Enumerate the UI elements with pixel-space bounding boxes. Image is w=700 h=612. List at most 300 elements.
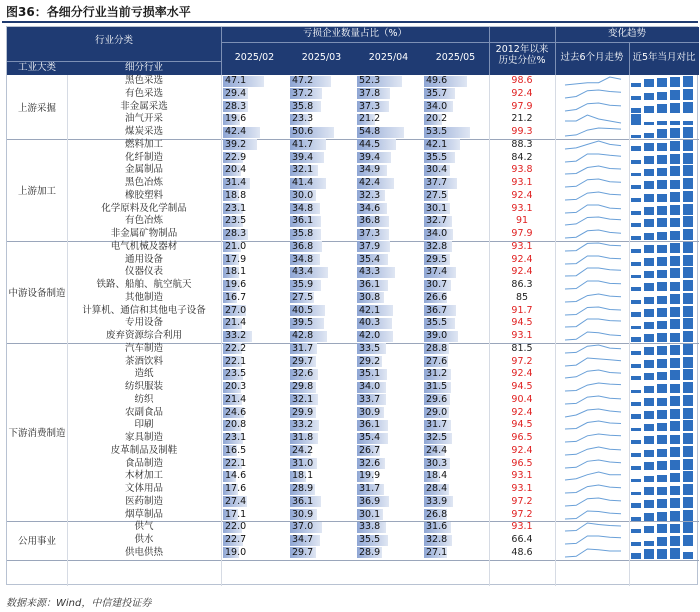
table-body [7, 75, 699, 586]
column-divider [629, 75, 630, 586]
minibar [683, 280, 693, 291]
five-year-minibars [631, 369, 697, 380]
sub-industry-label: 医药制造 [124, 495, 163, 507]
sparkline-path [565, 256, 621, 264]
loss-share-value: 23.3 [292, 113, 314, 125]
loss-share-value: 42.8 [292, 330, 314, 341]
minibar [644, 549, 654, 559]
table-row [7, 317, 699, 330]
major-industry-label: 下游消费制造 [8, 428, 66, 439]
historical-percentile: 92.4 [511, 253, 533, 265]
group-divider [7, 560, 699, 561]
minibar [683, 446, 693, 457]
trend-sparkline [563, 177, 623, 189]
minibar [670, 384, 680, 393]
sub-industry-label: 化学原料及化学制品 [101, 202, 187, 214]
trend-sparkline [563, 394, 623, 406]
loss-share-cell [223, 280, 275, 291]
loss-share-value: 30.7 [426, 279, 448, 290]
sparkline-path [565, 243, 621, 251]
loss-share-cell [357, 127, 409, 138]
minibar [683, 331, 693, 342]
minibar [683, 459, 693, 470]
historical-percentile: 92.4 [511, 189, 533, 201]
minibar [631, 287, 641, 291]
minibar [644, 194, 654, 202]
historical-percentile: 81.5 [511, 342, 533, 354]
loss-share-cell [290, 433, 342, 444]
minibar [644, 398, 654, 406]
trend-sparkline [563, 305, 623, 317]
trend-sparkline [563, 279, 623, 291]
minibar [631, 364, 641, 367]
loss-share-cell [290, 382, 342, 393]
loss-share-cell [357, 305, 409, 316]
five-year-minibars [631, 114, 697, 125]
table-row [7, 266, 699, 279]
column-divider [221, 75, 222, 586]
table-row [7, 279, 699, 292]
five-year-minibars [631, 178, 697, 189]
loss-share-cell [424, 356, 476, 367]
minibar [631, 351, 641, 355]
minibar [631, 114, 641, 125]
historical-percentile: 97.2 [511, 495, 533, 507]
minibar [670, 282, 680, 291]
minibar [683, 369, 693, 380]
loss-share-cell [290, 318, 342, 329]
header-month-2: 2025/04 [368, 52, 409, 63]
minibar [670, 409, 680, 418]
trend-sparkline [563, 164, 623, 176]
loss-share-cell [424, 331, 476, 342]
loss-share-cell [357, 229, 409, 240]
minibar [683, 140, 693, 151]
minibar [683, 127, 693, 138]
table-row [7, 228, 699, 241]
minibar [644, 93, 654, 100]
table-row [7, 356, 699, 369]
trend-sparkline [563, 509, 623, 521]
header-divider [489, 27, 490, 75]
loss-share-cell [223, 484, 275, 495]
loss-share-value: 27.1 [426, 546, 448, 558]
trend-sparkline [563, 190, 623, 202]
loss-share-value: 16.5 [225, 444, 247, 456]
loss-share-cell [290, 127, 342, 138]
sub-industry-label: 非金属采选 [120, 100, 168, 112]
source-note: 数据来源：Wind，中信建投证券 [6, 598, 152, 609]
minibar [657, 92, 667, 100]
loss-share-value: 31.7 [359, 483, 381, 494]
minibar [631, 517, 641, 520]
loss-share-value: 40.5 [292, 304, 314, 316]
historical-percentile: 93.1 [511, 202, 533, 214]
minibar [657, 194, 667, 202]
loss-share-value: 24.6 [225, 406, 247, 418]
loss-share-cell [223, 241, 275, 252]
loss-share-value: 36.7 [426, 304, 448, 316]
loss-share-value: 35.5 [426, 317, 448, 329]
loss-share-cell [357, 420, 409, 431]
minibar [631, 262, 641, 265]
loss-share-cell [357, 547, 409, 558]
loss-share-value: 35.5 [426, 151, 448, 163]
historical-percentile: 97.9 [511, 100, 533, 112]
table-row [7, 483, 699, 496]
historical-percentile: 94.5 [511, 317, 533, 329]
loss-share-value: 34.0 [426, 228, 448, 239]
minibar [657, 168, 667, 176]
loss-share-cell [357, 216, 409, 227]
loss-share-value: 39.4 [292, 151, 314, 163]
loss-share-value: 30.4 [426, 164, 448, 176]
loss-share-value: 29.5 [426, 253, 448, 265]
loss-share-cell [223, 369, 275, 380]
header-divider [555, 27, 556, 75]
sub-industry-label: 非金属矿物制品 [110, 228, 178, 239]
trend-sparkline [563, 101, 623, 113]
minibar [644, 347, 654, 355]
loss-share-cell [223, 535, 275, 546]
sparkline-path [565, 434, 621, 442]
loss-share-value: 22.2 [225, 342, 247, 354]
loss-share-cell [357, 203, 409, 214]
loss-share-cell [290, 509, 342, 520]
loss-share-value: 27.4 [225, 495, 247, 507]
sparkline-path [565, 485, 621, 493]
sparkline-path [565, 498, 621, 506]
minibar [683, 255, 693, 266]
minibar [657, 499, 667, 508]
sparkline-path [565, 281, 621, 289]
loss-share-value: 19.6 [225, 113, 247, 125]
table-row [7, 521, 699, 534]
loss-share-value: 30.0 [292, 189, 314, 201]
sparkline-path [565, 230, 621, 238]
five-year-minibars [631, 204, 697, 215]
minibar [670, 548, 680, 559]
minibar [631, 160, 641, 164]
trend-sparkline [563, 496, 623, 508]
minibar [644, 309, 654, 317]
loss-share-cell [290, 471, 342, 482]
trend-sparkline [563, 88, 623, 100]
minibar [657, 232, 667, 240]
header-divider [7, 61, 221, 62]
minibar [657, 359, 667, 367]
trend-sparkline [563, 470, 623, 482]
historical-percentile: 90.4 [511, 393, 533, 405]
minibar [631, 402, 641, 406]
header-divider [629, 42, 630, 75]
loss-share-cell [223, 139, 275, 150]
minibar [670, 421, 680, 431]
header-industry-class: 行业分类 [94, 35, 133, 46]
loss-share-cell [290, 190, 342, 201]
loss-share-cell [424, 433, 476, 444]
minibar [657, 461, 667, 469]
loss-share-cell [357, 509, 409, 520]
loss-share-cell [357, 331, 409, 342]
loss-share-value: 52.3 [359, 75, 381, 86]
minibar [644, 181, 654, 189]
loss-share-value: 37.2 [292, 87, 314, 99]
five-year-minibars [631, 548, 697, 559]
minibar [683, 552, 693, 559]
loss-share-cell [223, 101, 275, 112]
loss-share-cell [357, 152, 409, 163]
table-row [7, 139, 699, 152]
loss-share-cell [424, 369, 476, 380]
loss-share-value: 33.2 [292, 419, 314, 431]
loss-share-value: 42.4 [225, 126, 247, 137]
minibar [670, 103, 680, 112]
minibar [670, 511, 680, 520]
loss-share-value: 37.3 [359, 100, 381, 112]
trend-sparkline [563, 113, 623, 125]
five-year-minibars [631, 382, 697, 393]
minibar [657, 143, 667, 151]
loss-share-value: 42.0 [359, 330, 381, 341]
minibar [657, 180, 667, 189]
loss-share-value: 18.8 [225, 189, 247, 201]
loss-share-value: 31.7 [426, 419, 448, 431]
loss-share-cell [290, 369, 342, 380]
trend-sparkline [563, 139, 623, 151]
loss-share-value: 36.8 [359, 215, 381, 227]
historical-percentile: 97.2 [511, 355, 533, 367]
trend-sparkline [563, 228, 623, 240]
five-year-minibars [631, 216, 697, 227]
loss-share-cell [424, 522, 476, 533]
sub-industry-label: 其他制造 [124, 291, 163, 303]
minibar [670, 460, 680, 469]
sparkline-path [565, 141, 621, 149]
sparkline-path [565, 549, 621, 557]
minibar [683, 484, 693, 495]
loss-share-cell [357, 343, 409, 354]
loss-share-value: 31.5 [426, 381, 448, 392]
minibar [683, 497, 693, 508]
loss-share-value: 22.1 [225, 457, 247, 469]
loss-share-value: 32.5 [426, 432, 448, 443]
major-industry-label: 上游加工 [17, 185, 56, 197]
loss-share-value: 21.2 [359, 113, 381, 125]
header-month-1: 2025/03 [301, 52, 342, 63]
minibar [657, 333, 667, 342]
loss-share-cell [223, 382, 275, 393]
loss-share-cell [290, 292, 342, 303]
minibar [670, 333, 680, 342]
loss-share-cell [290, 484, 342, 495]
loss-share-value: 50.6 [292, 126, 314, 137]
five-year-minibars [631, 318, 697, 329]
minibar [657, 410, 667, 419]
loss-share-value: 19.9 [359, 470, 381, 482]
loss-share-value: 37.0 [292, 521, 314, 533]
loss-share-cell [424, 382, 476, 393]
loss-share-value: 19.0 [225, 546, 247, 558]
sub-industry-label: 印刷 [134, 419, 154, 431]
loss-share-cell [424, 165, 476, 176]
loss-share-value: 28.3 [225, 100, 247, 112]
trend-sparkline [563, 458, 623, 470]
loss-share-cell [424, 509, 476, 520]
loss-share-value: 21.4 [225, 317, 247, 329]
sparkline-path [565, 217, 621, 225]
loss-share-cell [223, 394, 275, 405]
minibar [683, 216, 693, 227]
minibar [631, 479, 641, 482]
loss-share-cell [223, 445, 275, 456]
sparkline-path [565, 166, 621, 174]
loss-share-cell [424, 229, 476, 240]
minibar [644, 450, 654, 457]
historical-percentile: 94.5 [511, 381, 533, 392]
trend-sparkline [563, 254, 623, 266]
sparkline-path [565, 90, 621, 98]
loss-share-cell [223, 203, 275, 214]
loss-share-cell [357, 433, 409, 444]
loss-share-value: 23.5 [225, 215, 247, 227]
sparkline-path [565, 447, 621, 455]
loss-share-value: 32.1 [292, 393, 314, 405]
minibar [631, 428, 641, 431]
table-row [7, 432, 699, 445]
trend-sparkline [563, 126, 623, 138]
table-row [7, 241, 699, 254]
minibar [683, 357, 693, 368]
loss-share-value: 26.8 [426, 508, 448, 520]
loss-share-value: 34.9 [359, 164, 381, 176]
minibar [631, 249, 641, 252]
loss-share-cell [424, 496, 476, 507]
loss-share-value: 35.8 [292, 228, 314, 239]
loss-share-cell [357, 445, 409, 456]
loss-share-cell [290, 254, 342, 265]
minibar [644, 156, 654, 164]
loss-share-value: 27.6 [426, 355, 448, 367]
loss-share-value: 39.4 [359, 151, 381, 163]
sparkline-path [565, 192, 621, 200]
loss-share-cell [223, 152, 275, 163]
historical-percentile: 92.4 [511, 444, 533, 456]
five-year-minibars [631, 420, 697, 431]
five-year-minibars [631, 140, 697, 151]
sub-industry-label: 废弃资源综合利用 [105, 330, 182, 341]
loss-share-cell [290, 267, 342, 278]
loss-share-cell [424, 420, 476, 431]
minibar [631, 223, 641, 227]
loss-share-value: 22.9 [225, 151, 247, 163]
loss-share-value: 37.7 [426, 177, 448, 188]
loss-share-cell [424, 484, 476, 495]
minibar [670, 77, 680, 87]
minibar [657, 372, 667, 380]
column-divider [67, 75, 68, 586]
minibar [631, 96, 641, 99]
loss-share-cell [290, 305, 342, 316]
header-divider [221, 42, 699, 43]
minibar [631, 211, 641, 215]
sparkline-path [565, 396, 621, 404]
sub-industry-label: 有色冶炼 [124, 215, 163, 227]
minibar [644, 462, 654, 470]
five-year-minibars [631, 191, 697, 202]
sparkline-path [565, 115, 621, 123]
historical-percentile: 93.8 [511, 164, 533, 176]
minibar [644, 245, 654, 253]
minibar [657, 218, 667, 227]
sparkline-path [565, 154, 621, 162]
loss-share-value: 36.1 [292, 215, 314, 227]
minibar [670, 294, 680, 303]
loss-share-cell [424, 535, 476, 546]
sparkline-path [565, 205, 621, 213]
historical-percentile: 85 [515, 291, 529, 303]
loss-share-cell [223, 216, 275, 227]
loss-share-cell [290, 178, 342, 189]
minibar [670, 498, 680, 507]
sub-industry-label: 铁路、船舶、航空航天 [96, 279, 192, 290]
loss-share-cell [424, 88, 476, 99]
loss-share-value: 31.7 [292, 342, 314, 354]
loss-share-value: 33.8 [359, 521, 381, 533]
table-row [7, 75, 699, 88]
loss-share-cell [424, 394, 476, 405]
sub-industry-label: 橡胶塑料 [124, 189, 163, 201]
loss-share-value: 23.5 [225, 368, 247, 380]
sparkline-path [565, 472, 621, 480]
sub-industry-label: 专用设备 [124, 317, 163, 329]
minibar [657, 155, 667, 164]
loss-share-value: 28.9 [292, 483, 314, 494]
five-year-minibars [631, 497, 697, 508]
loss-share-value: 30.8 [359, 291, 381, 303]
loss-share-value: 28.9 [359, 546, 381, 558]
loss-share-value: 35.4 [359, 253, 381, 265]
major-industry-label: 中游设备制造 [8, 287, 66, 299]
historical-percentile: 96.5 [511, 457, 533, 469]
header-month-0: 2025/02 [234, 52, 275, 63]
trend-sparkline [563, 534, 623, 546]
minibar [683, 121, 693, 125]
loss-share-value: 22.7 [225, 534, 247, 545]
loss-share-cell [357, 165, 409, 176]
minibar [670, 205, 680, 215]
loss-share-cell [424, 139, 476, 150]
five-year-minibars [631, 89, 697, 100]
minibar [657, 475, 667, 483]
loss-share-value: 35.9 [292, 279, 314, 290]
loss-share-cell [357, 190, 409, 201]
major-industry-label: 上游采掘 [17, 102, 56, 114]
loss-share-cell [290, 547, 342, 558]
sub-industry-label: 烟草制品 [124, 508, 163, 520]
minibar [657, 346, 667, 355]
loss-share-value: 35.1 [359, 368, 381, 380]
header-hist-pct: 2012年以来历史分位% [495, 44, 549, 66]
minibar [670, 370, 680, 380]
loss-rate-table [6, 26, 698, 585]
loss-share-cell [424, 343, 476, 354]
loss-share-cell [424, 241, 476, 252]
minibar [644, 106, 654, 113]
minibar [657, 512, 667, 520]
five-year-minibars [631, 471, 697, 482]
loss-share-value: 43.3 [359, 266, 381, 278]
